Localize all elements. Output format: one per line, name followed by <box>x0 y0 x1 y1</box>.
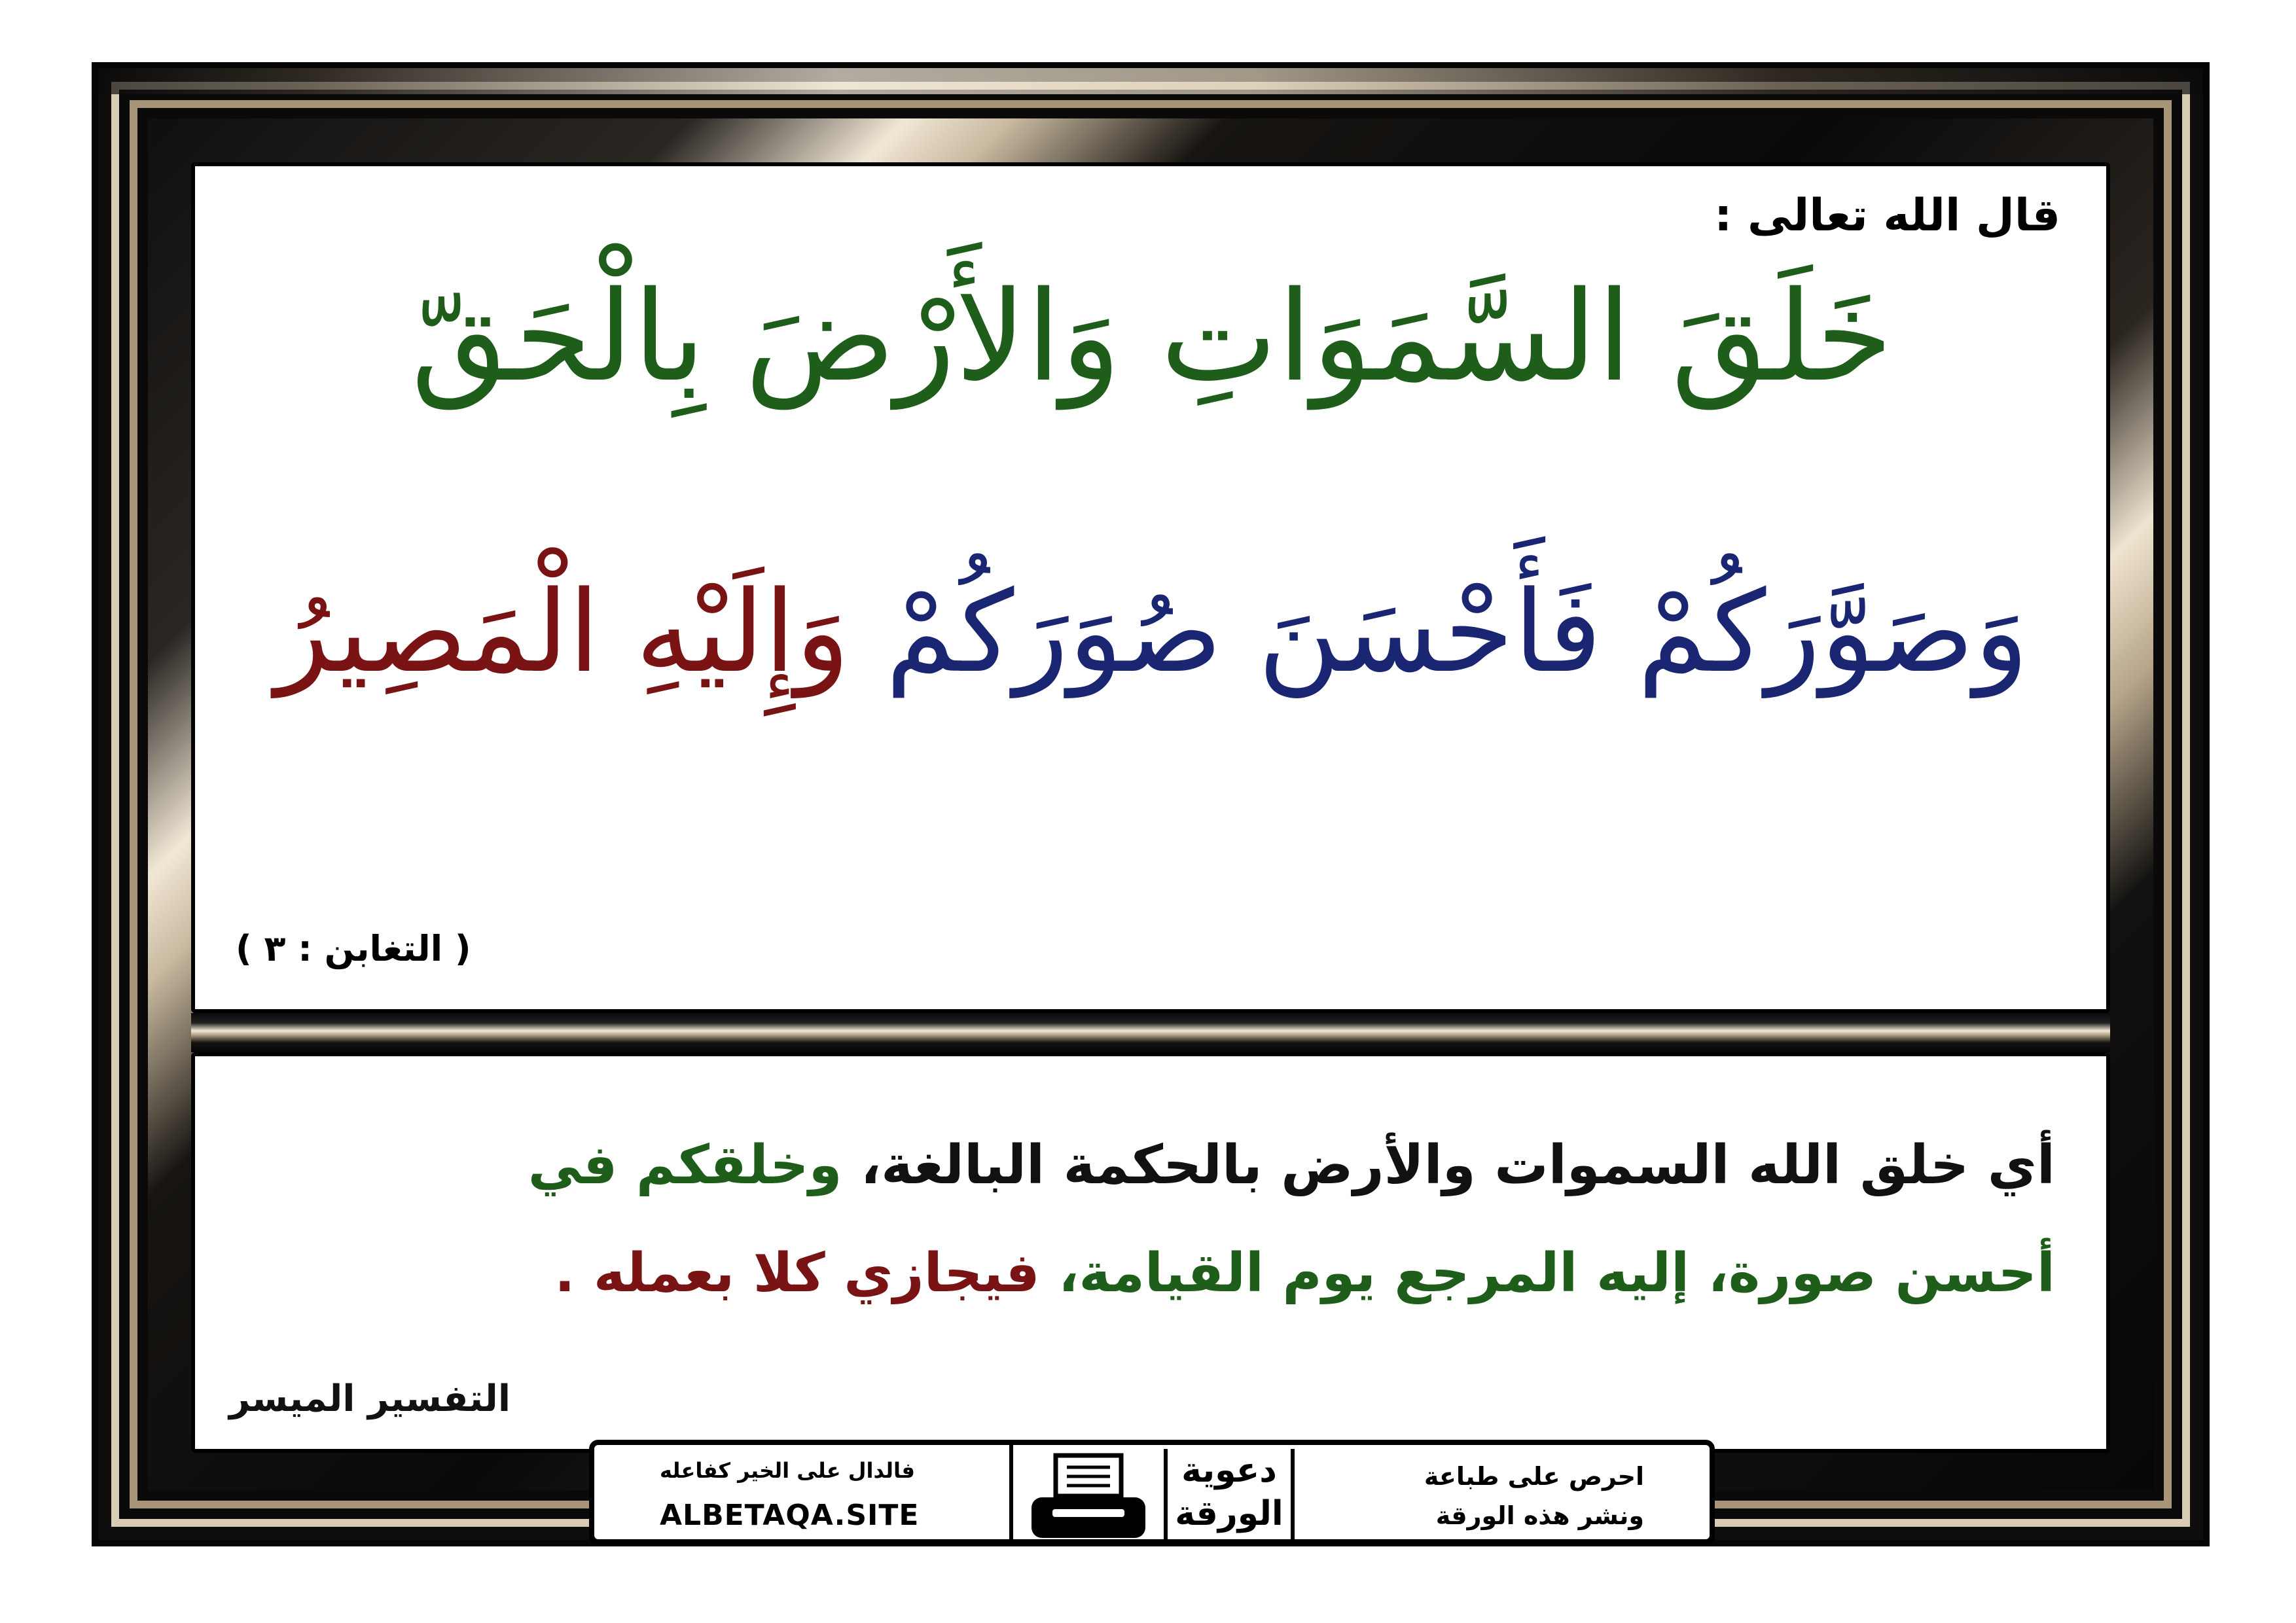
verse-reference: ( التغابن : ٣ ) <box>236 928 471 969</box>
footer-call-to-action <box>1297 1445 1710 1539</box>
footer-site-box <box>594 1445 1013 1539</box>
footer-cta-line-2: ونشر هذه الورقة <box>1435 1501 1644 1530</box>
tafsir-source: التفسير الميسر <box>229 1378 511 1420</box>
frame-gloss <box>98 68 2203 94</box>
tafsir-line-2-red: فيجازي كلا بعمله . <box>554 1242 1040 1304</box>
footer-proverb: فالدال على الخير كفاعله <box>660 1458 915 1483</box>
verse-line-1: خَلَقَ السَّمَوَاتِ وَالأَرْضَ بِالْحَقّ <box>411 264 1893 409</box>
printer-icon <box>1026 1452 1151 1543</box>
tafsir-line-2-green: أحسن صورة، إليه المرجع يوم القيامة، <box>1058 1242 2055 1304</box>
footer-cta-line-1: احرص على طباعة <box>1424 1462 1644 1491</box>
verse-line-2-blue: وَصَوَّرَكُمْ فَأَحْسَنَ صُوَرَكُمْ <box>885 566 2029 698</box>
tafsir-line-1 <box>236 1134 2055 1196</box>
tafsir-line-1-black: أي خلق الله السموات والأرض بالحكمة البالغة، <box>861 1134 2055 1196</box>
tafsir-line-2 <box>236 1242 2055 1304</box>
panel-separator <box>191 1013 2110 1052</box>
tafsir-line-1-green: وخلقكم في <box>528 1134 842 1196</box>
site-logo: دعوية الورقة <box>1164 1449 1295 1541</box>
verse-line-2-red: وَإِلَيْهِ الْمَصِيرُ <box>275 566 850 698</box>
footer-site-link[interactable]: ALBETAQA.SITE <box>660 1499 920 1532</box>
footer-bar <box>589 1440 1715 1544</box>
verse-line-2 <box>216 566 2088 698</box>
verse-intro: قال الله تعالى : <box>1714 190 2060 241</box>
